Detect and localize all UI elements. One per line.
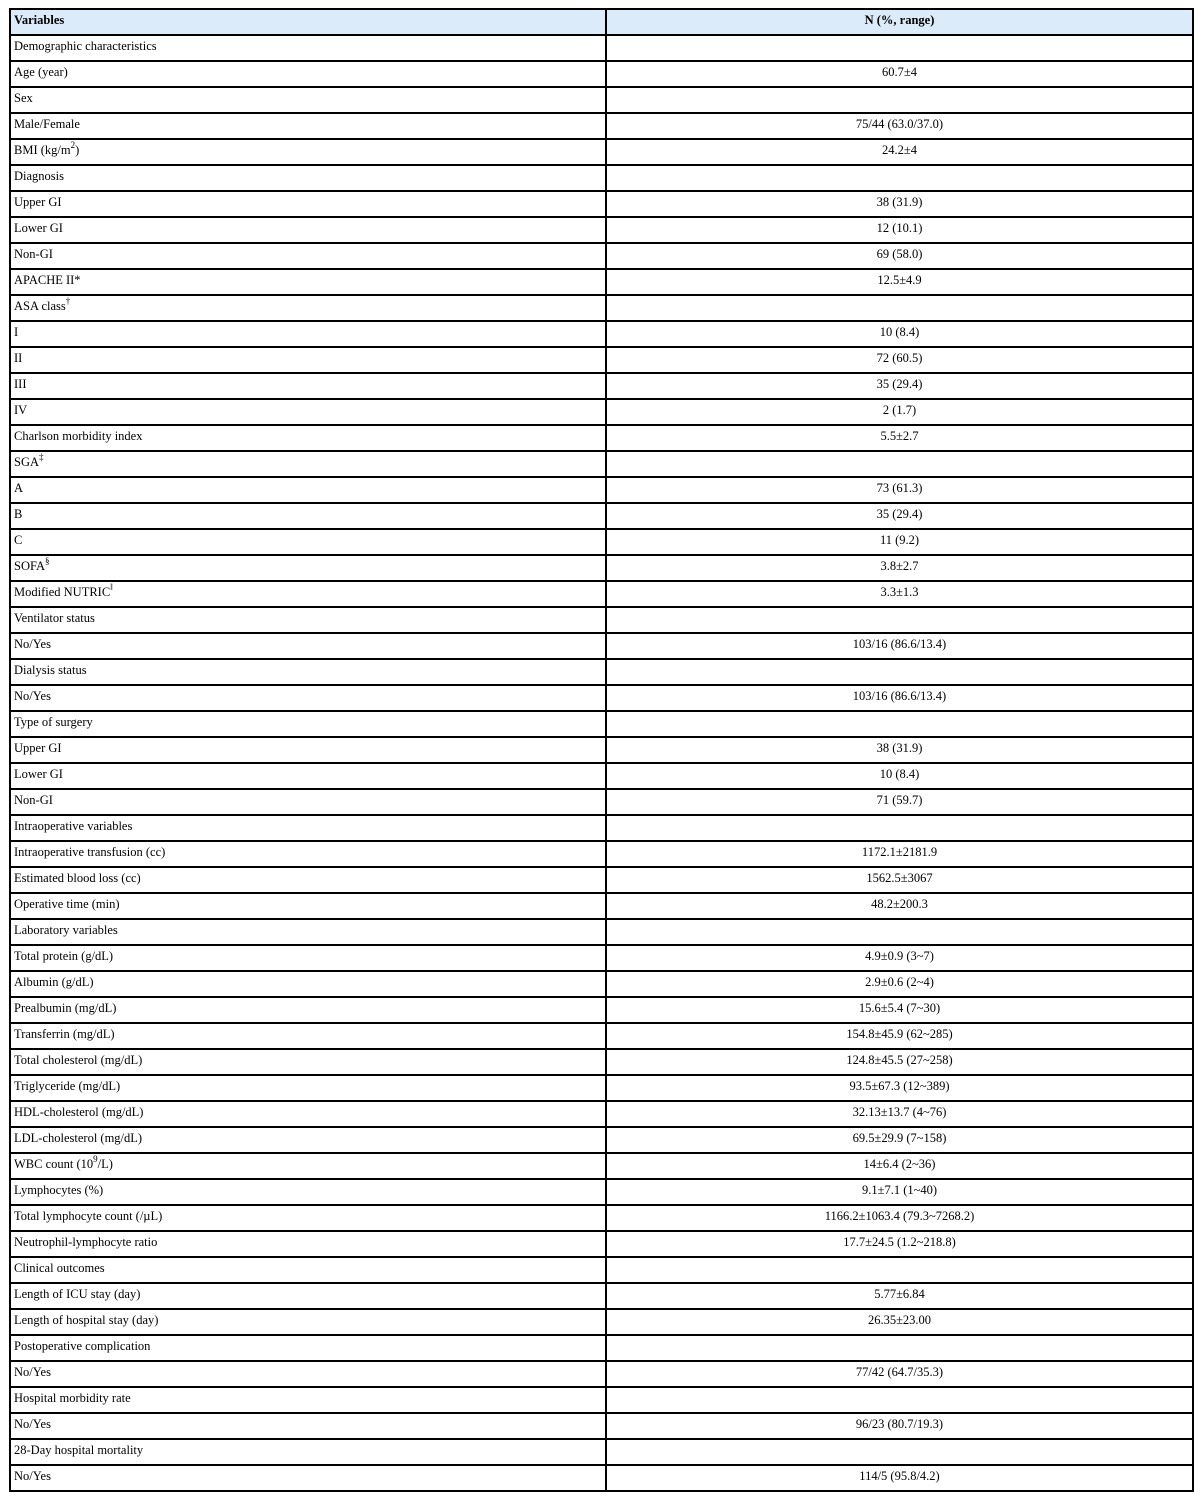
value-cell xyxy=(606,35,1193,61)
table-row xyxy=(10,113,1193,139)
table-row xyxy=(10,269,1193,295)
value-cell: 2 (1.7) xyxy=(606,399,1193,425)
variable-label: Laboratory variables xyxy=(14,923,118,937)
variable-cell xyxy=(10,1387,606,1413)
footnote-marker: † xyxy=(65,295,71,306)
value-cell: 48.2±200.3 xyxy=(606,893,1193,919)
table-row xyxy=(10,503,1193,529)
variable-cell xyxy=(10,659,606,685)
table-header-row xyxy=(10,9,1193,35)
table-row xyxy=(10,217,1193,243)
value-cell: 38 (31.9) xyxy=(606,737,1193,763)
variable-cell xyxy=(10,607,606,633)
variable-label: B xyxy=(14,507,23,521)
value-cell: 26.35±23.00 xyxy=(606,1309,1193,1335)
table-row xyxy=(10,321,1193,347)
variable-label: Upper GI xyxy=(14,741,62,755)
footnote-marker: § xyxy=(45,555,50,566)
variable-label: Lower GI xyxy=(14,767,63,781)
variable-cell xyxy=(10,1153,606,1179)
variable-label: Non-GI xyxy=(14,793,53,807)
value-cell xyxy=(606,919,1193,945)
table-row xyxy=(10,191,1193,217)
footnote-marker: ‡ xyxy=(39,451,44,462)
table-row xyxy=(10,295,1193,321)
table-row xyxy=(10,1361,1193,1387)
variable-label: Lower GI xyxy=(14,221,63,235)
value-cell: 75/44 (63.0/37.0) xyxy=(606,113,1193,139)
variable-label: Total cholesterol (mg/dL) xyxy=(14,1053,143,1067)
value-cell xyxy=(606,711,1193,737)
value-cell: 32.13±13.7 (4~76) xyxy=(606,1101,1193,1127)
variable-label: Sex xyxy=(14,91,33,105)
variable-cell xyxy=(10,503,606,529)
value-cell: 5.77±6.84 xyxy=(606,1283,1193,1309)
variable-label: IV xyxy=(14,403,28,417)
table-row xyxy=(10,1387,1193,1413)
variable-label: ASA class xyxy=(14,299,66,313)
variable-cell xyxy=(10,919,606,945)
value-cell: 11 (9.2) xyxy=(606,529,1193,555)
variable-cell xyxy=(10,737,606,763)
variable-label: Charlson morbidity index xyxy=(14,429,143,443)
value-cell: 12 (10.1) xyxy=(606,217,1193,243)
value-cell: 9.1±7.1 (1~40) xyxy=(606,1179,1193,1205)
value-cell xyxy=(606,451,1193,477)
variable-label: No/Yes xyxy=(14,689,51,703)
value-cell xyxy=(606,1439,1193,1465)
table-row xyxy=(10,1023,1193,1049)
variable-label: Triglyceride (mg/dL) xyxy=(14,1079,121,1093)
variable-label: Total protein (g/dL) xyxy=(14,949,114,963)
variable-cell xyxy=(10,1231,606,1257)
table-row xyxy=(10,919,1193,945)
variable-label: Intraoperative variables xyxy=(14,819,133,833)
value-cell: 38 (31.9) xyxy=(606,191,1193,217)
table-row xyxy=(10,893,1193,919)
table-row xyxy=(10,529,1193,555)
value-cell: 103/16 (86.6/13.4) xyxy=(606,685,1193,711)
variable-cell xyxy=(10,1413,606,1439)
variable-label: Prealbumin (mg/dL) xyxy=(14,1001,117,1015)
value-cell: 35 (29.4) xyxy=(606,503,1193,529)
variable-label: 28-Day hospital mortality xyxy=(14,1443,144,1457)
variable-label: Modified NUTRIC xyxy=(14,585,111,599)
table-row xyxy=(10,1205,1193,1231)
variable-cell xyxy=(10,165,606,191)
table-row xyxy=(10,711,1193,737)
variable-label: BMI (kg/m xyxy=(14,143,71,157)
footnote-marker: 2 xyxy=(70,139,76,150)
value-cell xyxy=(606,1387,1193,1413)
variable-label: I xyxy=(14,325,19,339)
variable-label: Length of ICU stay (day) xyxy=(14,1287,141,1301)
variable-cell xyxy=(10,87,606,113)
variable-cell xyxy=(10,997,606,1023)
value-cell: 24.2±4 xyxy=(606,139,1193,165)
variable-label: SGA xyxy=(14,455,40,469)
table-row xyxy=(10,165,1193,191)
table-row xyxy=(10,243,1193,269)
variable-cell xyxy=(10,1335,606,1361)
variable-label: Ventilator status xyxy=(14,611,95,625)
variable-cell xyxy=(10,321,606,347)
table-row xyxy=(10,1049,1193,1075)
value-cell: 71 (59.7) xyxy=(606,789,1193,815)
table-row xyxy=(10,451,1193,477)
value-cell xyxy=(606,165,1193,191)
table-row xyxy=(10,815,1193,841)
variable-cell xyxy=(10,1465,606,1491)
variable-cell xyxy=(10,1205,606,1231)
value-cell xyxy=(606,87,1193,113)
variable-label: HDL-cholesterol (mg/dL) xyxy=(14,1105,144,1119)
table-body xyxy=(10,35,1193,1491)
variable-label: Estimated blood loss (cc) xyxy=(14,871,141,885)
variable-cell xyxy=(10,269,606,295)
variable-label: Age (year) xyxy=(14,65,68,79)
table-row xyxy=(10,425,1193,451)
table-row xyxy=(10,1439,1193,1465)
table-row xyxy=(10,1153,1193,1179)
variable-cell xyxy=(10,971,606,997)
variable-label: Neutrophil-lymphocyte ratio xyxy=(14,1235,158,1249)
table-row xyxy=(10,1283,1193,1309)
table-row xyxy=(10,685,1193,711)
table-row xyxy=(10,35,1193,61)
variable-label-suffix: /L) xyxy=(97,1157,113,1171)
variable-cell xyxy=(10,1075,606,1101)
variable-cell xyxy=(10,1101,606,1127)
variable-cell xyxy=(10,633,606,659)
table-row xyxy=(10,1413,1193,1439)
variable-cell xyxy=(10,243,606,269)
variable-label: A xyxy=(14,481,24,495)
footnote-marker: 9 xyxy=(93,1153,98,1164)
table-row xyxy=(10,1257,1193,1283)
variable-label: WBC count (10 xyxy=(14,1157,94,1171)
variable-cell xyxy=(10,555,606,581)
value-cell: 2.9±0.6 (2~4) xyxy=(606,971,1193,997)
variable-cell xyxy=(10,945,606,971)
variable-label: Demographic characteristics xyxy=(14,39,157,53)
variable-cell xyxy=(10,1283,606,1309)
value-cell: 69 (58.0) xyxy=(606,243,1193,269)
variable-cell xyxy=(10,841,606,867)
table-row xyxy=(10,1101,1193,1127)
value-cell: 60.7±4 xyxy=(606,61,1193,87)
value-cell: 14±6.4 (2~36) xyxy=(606,1153,1193,1179)
variable-cell xyxy=(10,425,606,451)
variable-cell xyxy=(10,373,606,399)
variable-label: Length of hospital stay (day) xyxy=(14,1313,159,1327)
variable-cell xyxy=(10,1309,606,1335)
value-cell: 69.5±29.9 (7~158) xyxy=(606,1127,1193,1153)
variable-cell xyxy=(10,1049,606,1075)
value-cell xyxy=(606,659,1193,685)
variable-label: No/Yes xyxy=(14,637,51,651)
variable-cell xyxy=(10,1023,606,1049)
variable-label: III xyxy=(14,377,27,391)
variables-table xyxy=(9,8,1194,1492)
value-cell: 35 (29.4) xyxy=(606,373,1193,399)
variable-label: LDL-cholesterol (mg/dL) xyxy=(14,1131,143,1145)
table-row xyxy=(10,841,1193,867)
table-row xyxy=(10,945,1193,971)
variable-cell xyxy=(10,139,606,165)
footnote-marker: ‖ xyxy=(110,581,113,592)
variable-label-suffix: ) xyxy=(75,143,80,157)
value-cell: 4.9±0.9 (3~7) xyxy=(606,945,1193,971)
table-row xyxy=(10,737,1193,763)
variable-label: II xyxy=(14,351,23,365)
variable-cell xyxy=(10,451,606,477)
variable-label: Postoperative complication xyxy=(14,1339,151,1353)
value-cell: 3.8±2.7 xyxy=(606,555,1193,581)
table-row xyxy=(10,139,1193,165)
value-cell: 154.8±45.9 (62~285) xyxy=(606,1023,1193,1049)
variable-cell xyxy=(10,477,606,503)
variable-label: Transferrin (mg/dL) xyxy=(14,1027,115,1041)
variable-cell xyxy=(10,1127,606,1153)
table-row xyxy=(10,1231,1193,1257)
variable-cell xyxy=(10,529,606,555)
variable-cell xyxy=(10,867,606,893)
table-row xyxy=(10,87,1193,113)
variable-label: Total lymphocyte count (/µL) xyxy=(14,1209,163,1223)
table-row xyxy=(10,633,1193,659)
table-row xyxy=(10,1335,1193,1361)
variable-label: Hospital morbidity rate xyxy=(14,1391,131,1405)
variable-cell xyxy=(10,815,606,841)
value-cell: 3.3±1.3 xyxy=(606,581,1193,607)
variable-label: Type of surgery xyxy=(14,715,93,729)
table-row xyxy=(10,477,1193,503)
table-row xyxy=(10,607,1193,633)
variable-cell xyxy=(10,1439,606,1465)
variable-cell xyxy=(10,35,606,61)
table-row xyxy=(10,659,1193,685)
table-row xyxy=(10,789,1193,815)
table-row xyxy=(10,61,1193,87)
variable-label: Operative time (min) xyxy=(14,897,120,911)
variable-label: No/Yes xyxy=(14,1365,51,1379)
value-cell: 96/23 (80.7/19.3) xyxy=(606,1413,1193,1439)
table-row xyxy=(10,1179,1193,1205)
variable-cell xyxy=(10,1257,606,1283)
variable-cell xyxy=(10,789,606,815)
value-cell: 93.5±67.3 (12~389) xyxy=(606,1075,1193,1101)
variable-cell xyxy=(10,295,606,321)
variable-label: Upper GI xyxy=(14,195,62,209)
value-cell xyxy=(606,815,1193,841)
value-cell: 1562.5±3067 xyxy=(606,867,1193,893)
variable-cell xyxy=(10,763,606,789)
header-n-percent-range: N (%, range) xyxy=(606,9,1193,35)
variable-label: Non-GI xyxy=(14,247,53,261)
table-row xyxy=(10,581,1193,607)
variable-cell xyxy=(10,581,606,607)
variable-cell xyxy=(10,217,606,243)
value-cell: 124.8±45.5 (27~258) xyxy=(606,1049,1193,1075)
value-cell: 17.7±24.5 (1.2~218.8) xyxy=(606,1231,1193,1257)
value-cell: 114/5 (95.8/4.2) xyxy=(606,1465,1193,1491)
value-cell xyxy=(606,607,1193,633)
value-cell: 72 (60.5) xyxy=(606,347,1193,373)
value-cell: 1166.2±1063.4 (79.3~7268.2) xyxy=(606,1205,1193,1231)
table-row xyxy=(10,347,1193,373)
table-row xyxy=(10,971,1193,997)
variable-label: Lymphocytes (%) xyxy=(14,1183,104,1197)
variable-cell xyxy=(10,711,606,737)
value-cell xyxy=(606,1257,1193,1283)
variable-cell xyxy=(10,685,606,711)
value-cell xyxy=(606,295,1193,321)
value-cell: 1172.1±2181.9 xyxy=(606,841,1193,867)
variable-cell xyxy=(10,1361,606,1387)
variable-label: Diagnosis xyxy=(14,169,64,183)
variable-label: No/Yes xyxy=(14,1417,51,1431)
variable-label: APACHE II* xyxy=(14,273,81,287)
table-row xyxy=(10,373,1193,399)
table-row xyxy=(10,763,1193,789)
table-row xyxy=(10,1309,1193,1335)
variable-label: C xyxy=(14,533,23,547)
value-cell: 5.5±2.7 xyxy=(606,425,1193,451)
variable-cell xyxy=(10,191,606,217)
variable-label: No/Yes xyxy=(14,1469,51,1483)
value-cell: 73 (61.3) xyxy=(606,477,1193,503)
table-row xyxy=(10,867,1193,893)
table-row xyxy=(10,1127,1193,1153)
variable-label: Intraoperative transfusion (cc) xyxy=(14,845,166,859)
header-variables: Variables xyxy=(10,9,606,35)
value-cell: 12.5±4.9 xyxy=(606,269,1193,295)
table-row xyxy=(10,1465,1193,1491)
variable-label: Male/Female xyxy=(14,117,80,131)
value-cell: 10 (8.4) xyxy=(606,321,1193,347)
variable-cell xyxy=(10,347,606,373)
variable-cell xyxy=(10,399,606,425)
value-cell: 10 (8.4) xyxy=(606,763,1193,789)
variable-label: Albumin (g/dL) xyxy=(14,975,94,989)
value-cell: 15.6±5.4 (7~30) xyxy=(606,997,1193,1023)
variable-cell xyxy=(10,113,606,139)
variable-label: Dialysis status xyxy=(14,663,87,677)
table-row xyxy=(10,997,1193,1023)
table-row xyxy=(10,399,1193,425)
variable-cell xyxy=(10,1179,606,1205)
value-cell: 77/42 (64.7/35.3) xyxy=(606,1361,1193,1387)
value-cell xyxy=(606,1335,1193,1361)
variable-cell xyxy=(10,893,606,919)
value-cell: 103/16 (86.6/13.4) xyxy=(606,633,1193,659)
variable-label: SOFA xyxy=(14,559,46,573)
variable-cell xyxy=(10,61,606,87)
table-row xyxy=(10,1075,1193,1101)
variable-label: Clinical outcomes xyxy=(14,1261,105,1275)
table-row xyxy=(10,555,1193,581)
